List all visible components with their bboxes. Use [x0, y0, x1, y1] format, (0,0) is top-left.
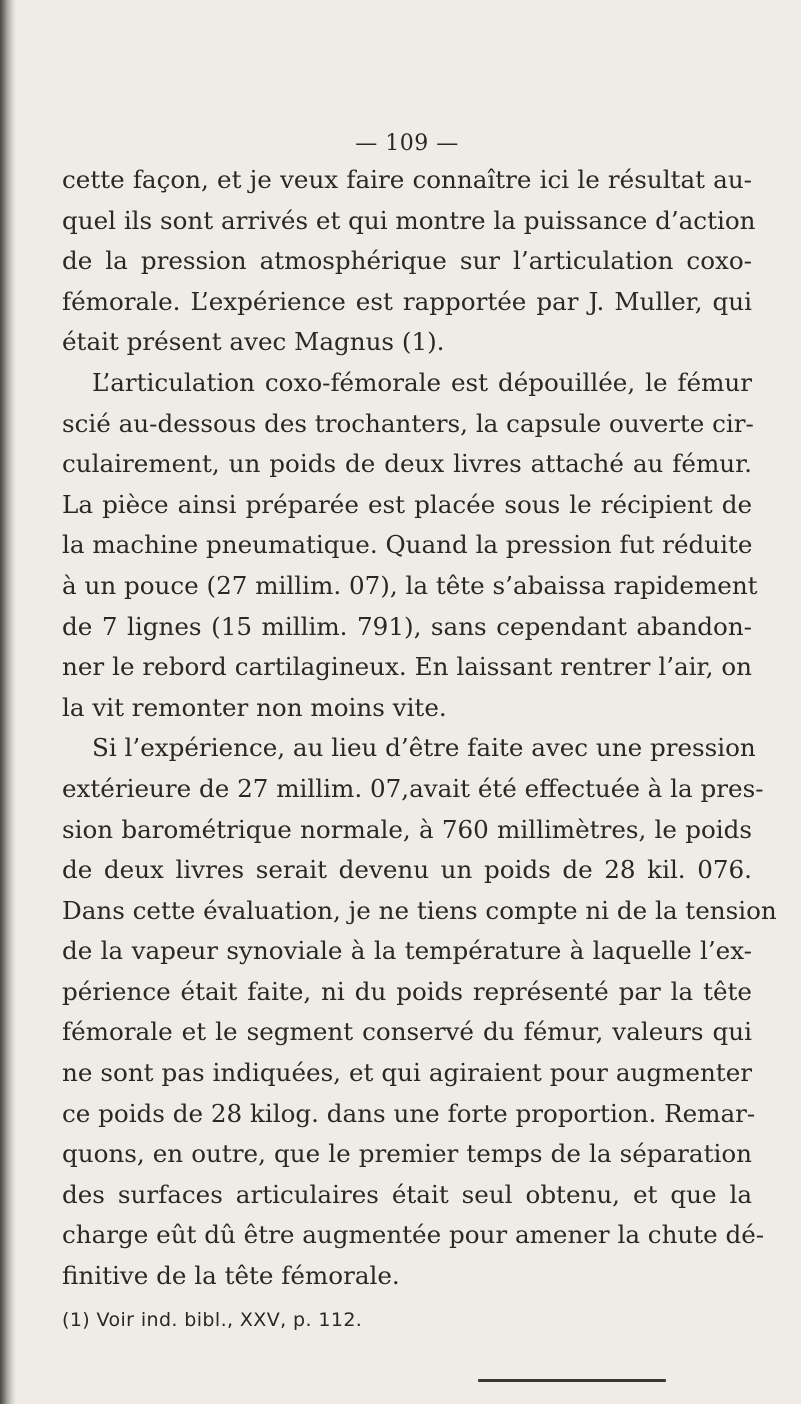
text-line: scié au-dessous des trochanters, la capsule ouverte cir- — [62, 408, 754, 438]
text-line: quel ils sont arrivés et qui montre la puissance d’action — [62, 205, 756, 235]
text-line: de deux livres serait devenu un poids de 28 kil. 076. — [62, 855, 752, 885]
paragraph — [62, 160, 756, 363]
text-line: extérieure de 27 millim. 07,avait été effectuée à la pres- — [62, 773, 764, 803]
text-line: de la vapeur synoviale à la température à laquelle l’ex- — [62, 936, 752, 966]
book-page — [62, 130, 777, 1335]
text-line: L’articulation coxo-fémorale est dépouillée, le fémur — [92, 367, 752, 397]
text-line: ne sont pas indiquées, et qui agiraient pour augmenter — [62, 1058, 752, 1088]
text-line: ner le rebord cartilagineux. En laissant rentrer l’air, on — [62, 652, 752, 682]
text-line: fémorale. L’expérience est rapportée par J. Muller, qui — [62, 286, 752, 316]
text-line: à un pouce (27 millim. 07), la tête s’abaissa rapidement — [62, 570, 758, 600]
text-line: la vit remonter non moins vite. — [62, 692, 447, 722]
text-line: de 7 lignes (15 millim. 791), sans cependant abandon- — [62, 611, 752, 641]
text-line: périence était faite, ni du poids représenté par la tête — [62, 976, 752, 1006]
text-line: Si l’expérience, au lieu d’être faite avec une pression — [92, 733, 756, 763]
text-line: fémorale et le segment conservé du fémur, valeurs qui — [62, 1017, 752, 1047]
text-line: cette façon, et je veux faire connaître ici le résultat au- — [62, 165, 752, 194]
page-number: — 109 — — [355, 131, 459, 156]
body-text — [62, 160, 777, 1297]
text-line: était présent avec Magnus (1). — [62, 327, 445, 357]
bottom-rule — [478, 1379, 666, 1382]
text-line: sion barométrique normale, à 760 millimètres, le poids — [62, 814, 752, 844]
text-line: la machine pneumatique. Quand la pression fut réduite — [62, 530, 753, 560]
text-line: de la pression atmosphérique sur l’articulation coxo- — [62, 246, 752, 276]
text-line: des surfaces articulaires était seul obtenu, et que la — [62, 1179, 752, 1209]
paragraph — [62, 363, 758, 728]
text-line: ce poids de 28 kilog. dans une forte proportion. Remar- — [62, 1098, 756, 1128]
text-line: Dans cette évaluation, je ne tiens compte ni de la tension — [62, 895, 777, 925]
paragraph — [62, 728, 777, 1296]
text-line: La pièce ainsi préparée est placée sous le récipient de — [62, 489, 752, 519]
footnote: (1) Voir ind. bibl., XXV, p. 112. — [62, 1308, 363, 1331]
text-line: quons, en outre, que le premier temps de la séparation — [62, 1139, 752, 1169]
page-binding-edge — [0, 0, 16, 1404]
text-line: finitive de la tête fémorale. — [62, 1261, 400, 1291]
text-line: culairement, un poids de deux livres attaché au fémur. — [62, 449, 752, 479]
text-line: charge eût dû être augmentée pour amener la chute dé- — [62, 1220, 765, 1250]
